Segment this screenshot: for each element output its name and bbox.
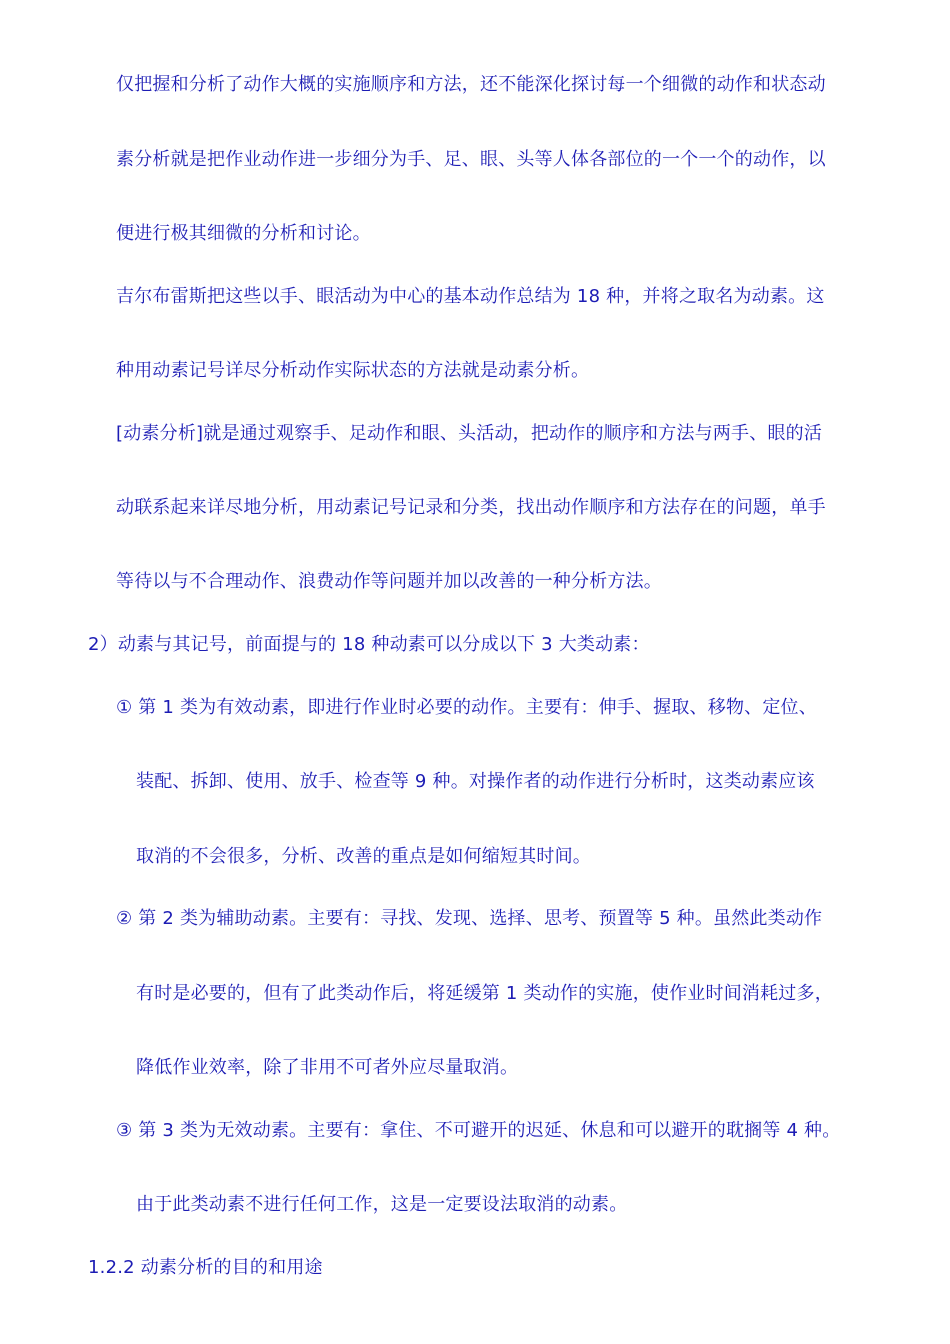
category-2-line-2: 有时是必要的，但有了此类动作后，将延缓第 1 类动作的实施，使作业时间消耗过多， [136,983,833,1004]
paragraph-2-line-1: 吉尔布雷斯把这些以手、眼活动为中心的基本动作总结为 18 种，并将之取名为动素。这 [116,286,825,307]
paragraph-3-line-1: [动素分析]就是通过观察手、足动作和眼、头活动，把动作的顺序和方法与两手、眼的活 [116,423,823,444]
category-3-line-1: ③ 第 3 类为无效动素。主要有：拿住、不可避开的迟延、休息和可以避开的耽搁等 4 种。 [116,1120,841,1141]
section-heading: 1.2.2 动素分析的目的和用途 [88,1257,323,1278]
paragraph-3-line-2: 动联系起来详尽地分析，用动素记号记录和分类，找出动作顺序和方法存在的问题，单手 [116,497,826,518]
category-3-line-2: 由于此类动素不进行任何工作，这是一定要设法取消的动素。 [136,1194,628,1215]
category-1-line-3: 取消的不会很多，分析、改善的重点是如何缩短其时间。 [136,846,591,867]
paragraph-1-line-1: 仅把握和分析了动作大概的实施顺序和方法，还不能深化探讨每一个细微的动作和状态动 [116,74,826,95]
paragraph-3-line-3: 等待以与不合理动作、浪费动作等问题并加以改善的一种分析方法。 [116,571,662,592]
category-2-line-3: 降低作业效率，除了非用不可者外应尽量取消。 [136,1057,519,1078]
category-1-line-2: 装配、拆卸、使用、放手、检查等 9 种。对操作者的动作进行分析时，这类动素应该 [136,771,815,792]
item-2-heading: 2）动素与其记号，前面提与的 18 种动素可以分成以下 3 大类动素： [88,634,650,655]
category-2-line-1: ② 第 2 类为辅助动素。主要有：寻找、发现、选择、思考、预置等 5 种。虽然此类动作 [116,908,823,929]
paragraph-1-line-2: 素分析就是把作业动作进一步细分为手、足、眼、头等人体各部位的一个一个的动作，以 [116,149,826,170]
paragraph-1-line-3: 便进行极其细微的分析和讨论。 [116,223,371,244]
category-1-line-1: ① 第 1 类为有效动素，即进行作业时必要的动作。主要有：伸手、握取、移物、定位、 [116,697,817,718]
paragraph-2-line-2: 种用动素记号详尽分析动作实际状态的方法就是动素分析。 [116,360,590,381]
